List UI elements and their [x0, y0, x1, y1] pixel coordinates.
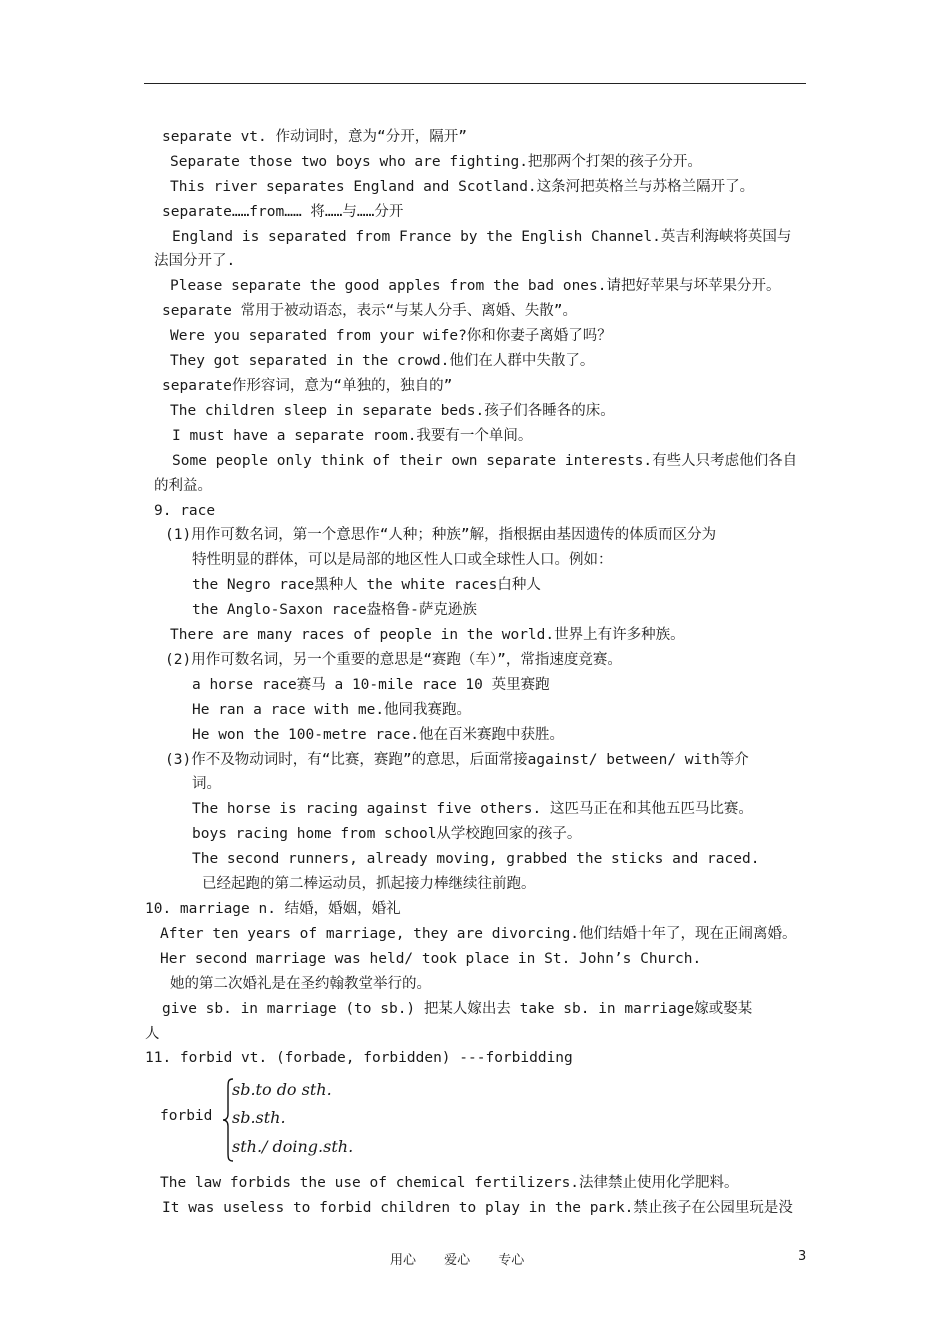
text-line: The children sleep in separate beds.孩子们各睡各的床。: [170, 403, 615, 419]
text-line: They got separated in the crowd.他们在人群中失散了。: [170, 353, 595, 369]
text-line: (1)用作可数名词，第一个意思作“人种；种族”解，指根据由基因遗传的体质而区分为: [165, 527, 717, 543]
text-line: There are many races of people in the world.世界上有许多种族。: [170, 627, 685, 643]
section-heading: 11. forbid vt. (forbade, forbidden) ---forbidding: [145, 1050, 573, 1066]
text-line: (2)用作可数名词，另一个重要的意思是“赛跑（车）”，常指速度竞赛。: [165, 652, 622, 668]
text-line: It was useless to forbid children to play in the park.禁止孩子在公园里玩是没: [162, 1200, 793, 1216]
text-line: separate 常用于被动语态，表示“与某人分手、离婚、失散”。: [162, 303, 578, 319]
text-line: This river separates England and Scotland.这条河把英格兰与苏格兰隔开了。: [170, 179, 755, 195]
text-line: a horse race赛马 a 10-mile race 10 英里赛跑: [192, 677, 550, 693]
text-line: (3)作不及物动词时，有“比赛，赛跑”的意思，后面常接against/ between/ with等介: [165, 752, 749, 768]
text-line: He won the 100-metre race.他在百米赛跑中获胜。: [192, 727, 564, 743]
page-number: 3: [798, 1249, 807, 1264]
text-line: Some people only think of their own separate interests.有些人只考虑他们各自: [172, 453, 798, 469]
text-line: Her second marriage was held/ took place in St. John’s Church.: [160, 951, 702, 967]
text-line: the Negro race黑种人 the white races白种人: [192, 577, 541, 593]
text-line: 人: [145, 1026, 160, 1042]
header-rule: [144, 83, 806, 84]
text-line: After ten years of marriage, they are divorcing.他们结婚十年了，现在正闹离婚。: [160, 926, 797, 942]
text-line: 已经起跑的第二棒运动员，抓起接力棒继续往前跑。: [202, 876, 536, 892]
text-line: 她的第二次婚礼是在圣约翰教堂举行的。: [170, 976, 431, 992]
text-line: separate……from…… 将……与……分开: [162, 204, 404, 220]
footer-text: 用心 爱心 专心: [390, 1253, 525, 1268]
forbid-usage-diagram: [160, 1078, 420, 1164]
text-line: give sb. in marriage (to sb.) 把某人嫁出去 take sb. in marriage嫁或娶某: [162, 1001, 753, 1017]
forbid-pattern-1: sb.to do sth.: [232, 1080, 332, 1099]
text-line: I must have a separate room.我要有一个单间。: [172, 428, 533, 444]
text-line: England is separated from France by the English Channel.英吉利海峡将英国与: [172, 229, 792, 245]
forbid-label: forbid: [160, 1108, 213, 1124]
text-line: The law forbids the use of chemical fertilizers.法律禁止使用化学肥料。: [160, 1175, 739, 1191]
text-line: Were you separated from your wife?你和你妻子离婚了吗？: [170, 328, 612, 344]
text-line: 法国分开了.: [154, 253, 236, 269]
text-line: The second runners, already moving, grabbed the sticks and raced.: [192, 851, 760, 867]
text-line: The horse is racing against five others. 这匹马正在和其他五匹马比赛。: [192, 801, 753, 817]
section-heading: 9. race: [154, 503, 216, 519]
text-line: separate vt. 作动词时，意为“分开，隔开”: [162, 129, 467, 145]
text-line: Please separate the good apples from the bad ones.请把好苹果与坏苹果分开。: [170, 278, 781, 294]
forbid-pattern-2: sb.sth.: [232, 1108, 286, 1127]
section-heading: 10. marriage n. 结婚，婚姻，婚礼: [145, 901, 401, 917]
text-line: He ran a race with me.他同我赛跑。: [192, 702, 472, 718]
text-line: the Anglo-Saxon race盎格鲁-萨克逊族: [192, 602, 477, 618]
text-line: Separate those two boys who are fighting.把那两个打架的孩子分开。: [170, 154, 702, 170]
text-line: boys racing home from school从学校跑回家的孩子。: [192, 826, 582, 842]
text-line: 的利益。: [154, 478, 212, 494]
text-line: separate作形容词，意为“单独的，独自的”: [162, 378, 453, 394]
forbid-pattern-3: sth./ doing.sth.: [232, 1137, 354, 1156]
text-line: 词。: [192, 776, 221, 792]
text-line: 特性明显的群体，可以是局部的地区性人口或全球性人口。例如：: [192, 552, 613, 568]
